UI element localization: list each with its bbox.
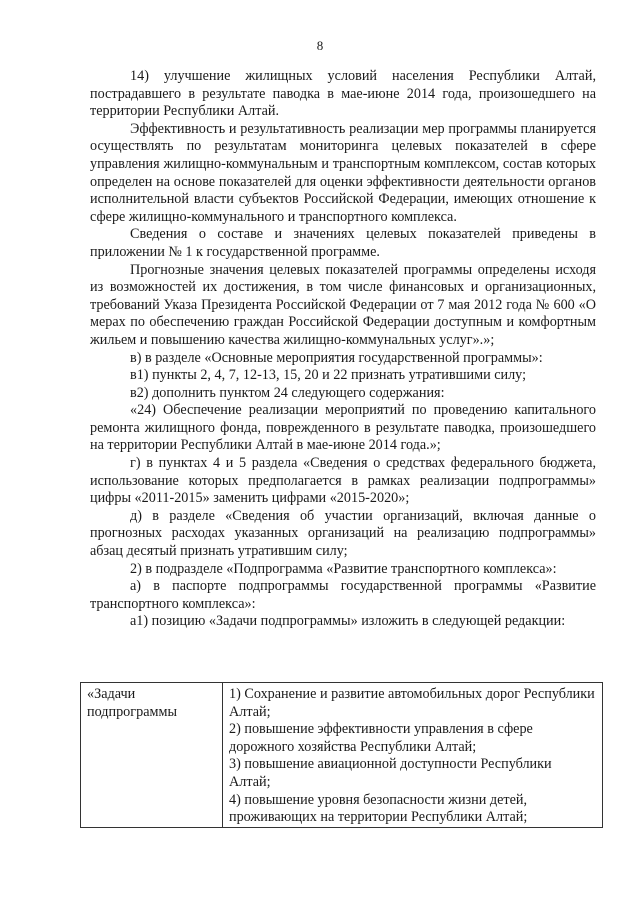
paragraph: в1) пункты 2, 4, 7, 12-13, 15, 20 и 22 признать утратившими силу; (130, 367, 527, 384)
document-body (90, 68, 596, 631)
task-item: 1) Сохранение и развитие автомобильных дорог Республики Алтай; (229, 686, 595, 720)
task-item: 2) повышение эффективности управления в сфере дорожного хозяйства Республики Алтай; (229, 721, 533, 755)
paragraph: 2) в подразделе «Подпрограмма «Развитие транспортного комплекса»: (130, 560, 557, 577)
paragraph: Эффективность и результативность реализации мер программы планируется осуществлять по результатам мониторинга целевых показателей в сфере управления жилищно-коммунальным и транспортным комплексом, состав которых определен на основе показателей для оценки эффективности деятельности органов исполнительной власти субъектов Российской Федерации, имеющих отношение к сфере жилищно-коммунального и транспортного комплекса. (90, 120, 596, 225)
paragraph: а1) позицию «Задачи подпрограммы» изложить в следующей редакции: (130, 613, 566, 630)
paragraph: «24) Обеспечение реализации мероприятий по проведению капитального ремонта жилищного фонда, поврежденного в результате паводка, произошедшего на территории Республики Алтай в мае-июне 2014 года.»; (90, 402, 596, 454)
paragraph: г) в пунктах 4 и 5 раздела «Сведения о средствах федерального бюджета, использование которых предполагается в рамках реализации подпрограммы» цифры «2011-2015» заменить цифрами «2015-2020»; (90, 455, 596, 507)
page-number: 8 (316, 38, 324, 53)
paragraph: в2) дополнить пунктом 24 следующего содержания: (130, 384, 445, 401)
paragraph: д) в разделе «Сведения об участии организаций, включая данные о прогнозных расходах указанных организаций на реализацию подпрограммы» абзац десятый признать утратившим силу; (90, 507, 596, 560)
paragraph: 14) улучшение жилищных условий населения Республики Алтай, пострадавшего в результате паводка в мае-июне 2014 года, произошедшего на территории Республики Алтай. (90, 68, 596, 120)
table-row (81, 683, 603, 828)
task-item: 4) повышение уровня безопасности жизни детей, проживающих на территории Республики Алтай; (229, 791, 528, 826)
table-label-cell: «Задачи подпрограммы (81, 683, 223, 828)
paragraph: Сведения о составе и значениях целевых показателей приведены в приложении № 1 к государственной программе. (90, 226, 596, 260)
paragraph: в) в разделе «Основные мероприятия государственной программы»: (130, 349, 543, 366)
paragraph: а) в паспорте подпрограммы государственной программы «Развитие транспортного комплекса»: (90, 578, 596, 612)
subprogram-tasks-table (80, 682, 603, 828)
table-value-cell (223, 683, 603, 828)
task-item: 3) повышение авиационной доступности Республики Алтай; (229, 756, 552, 790)
paragraph: Прогнозные значения целевых показателей программы определены исходя из возможностей их достижения, в том числе финансовых и организационных, требований Указа Президента Российской Федерации от 7 мая 2012 года № 600 «О мерах по обеспечению граждан Российской Федерации доступным и комфортным жильем и повышению качества жилищно-коммунальных услуг».»; (90, 261, 596, 348)
